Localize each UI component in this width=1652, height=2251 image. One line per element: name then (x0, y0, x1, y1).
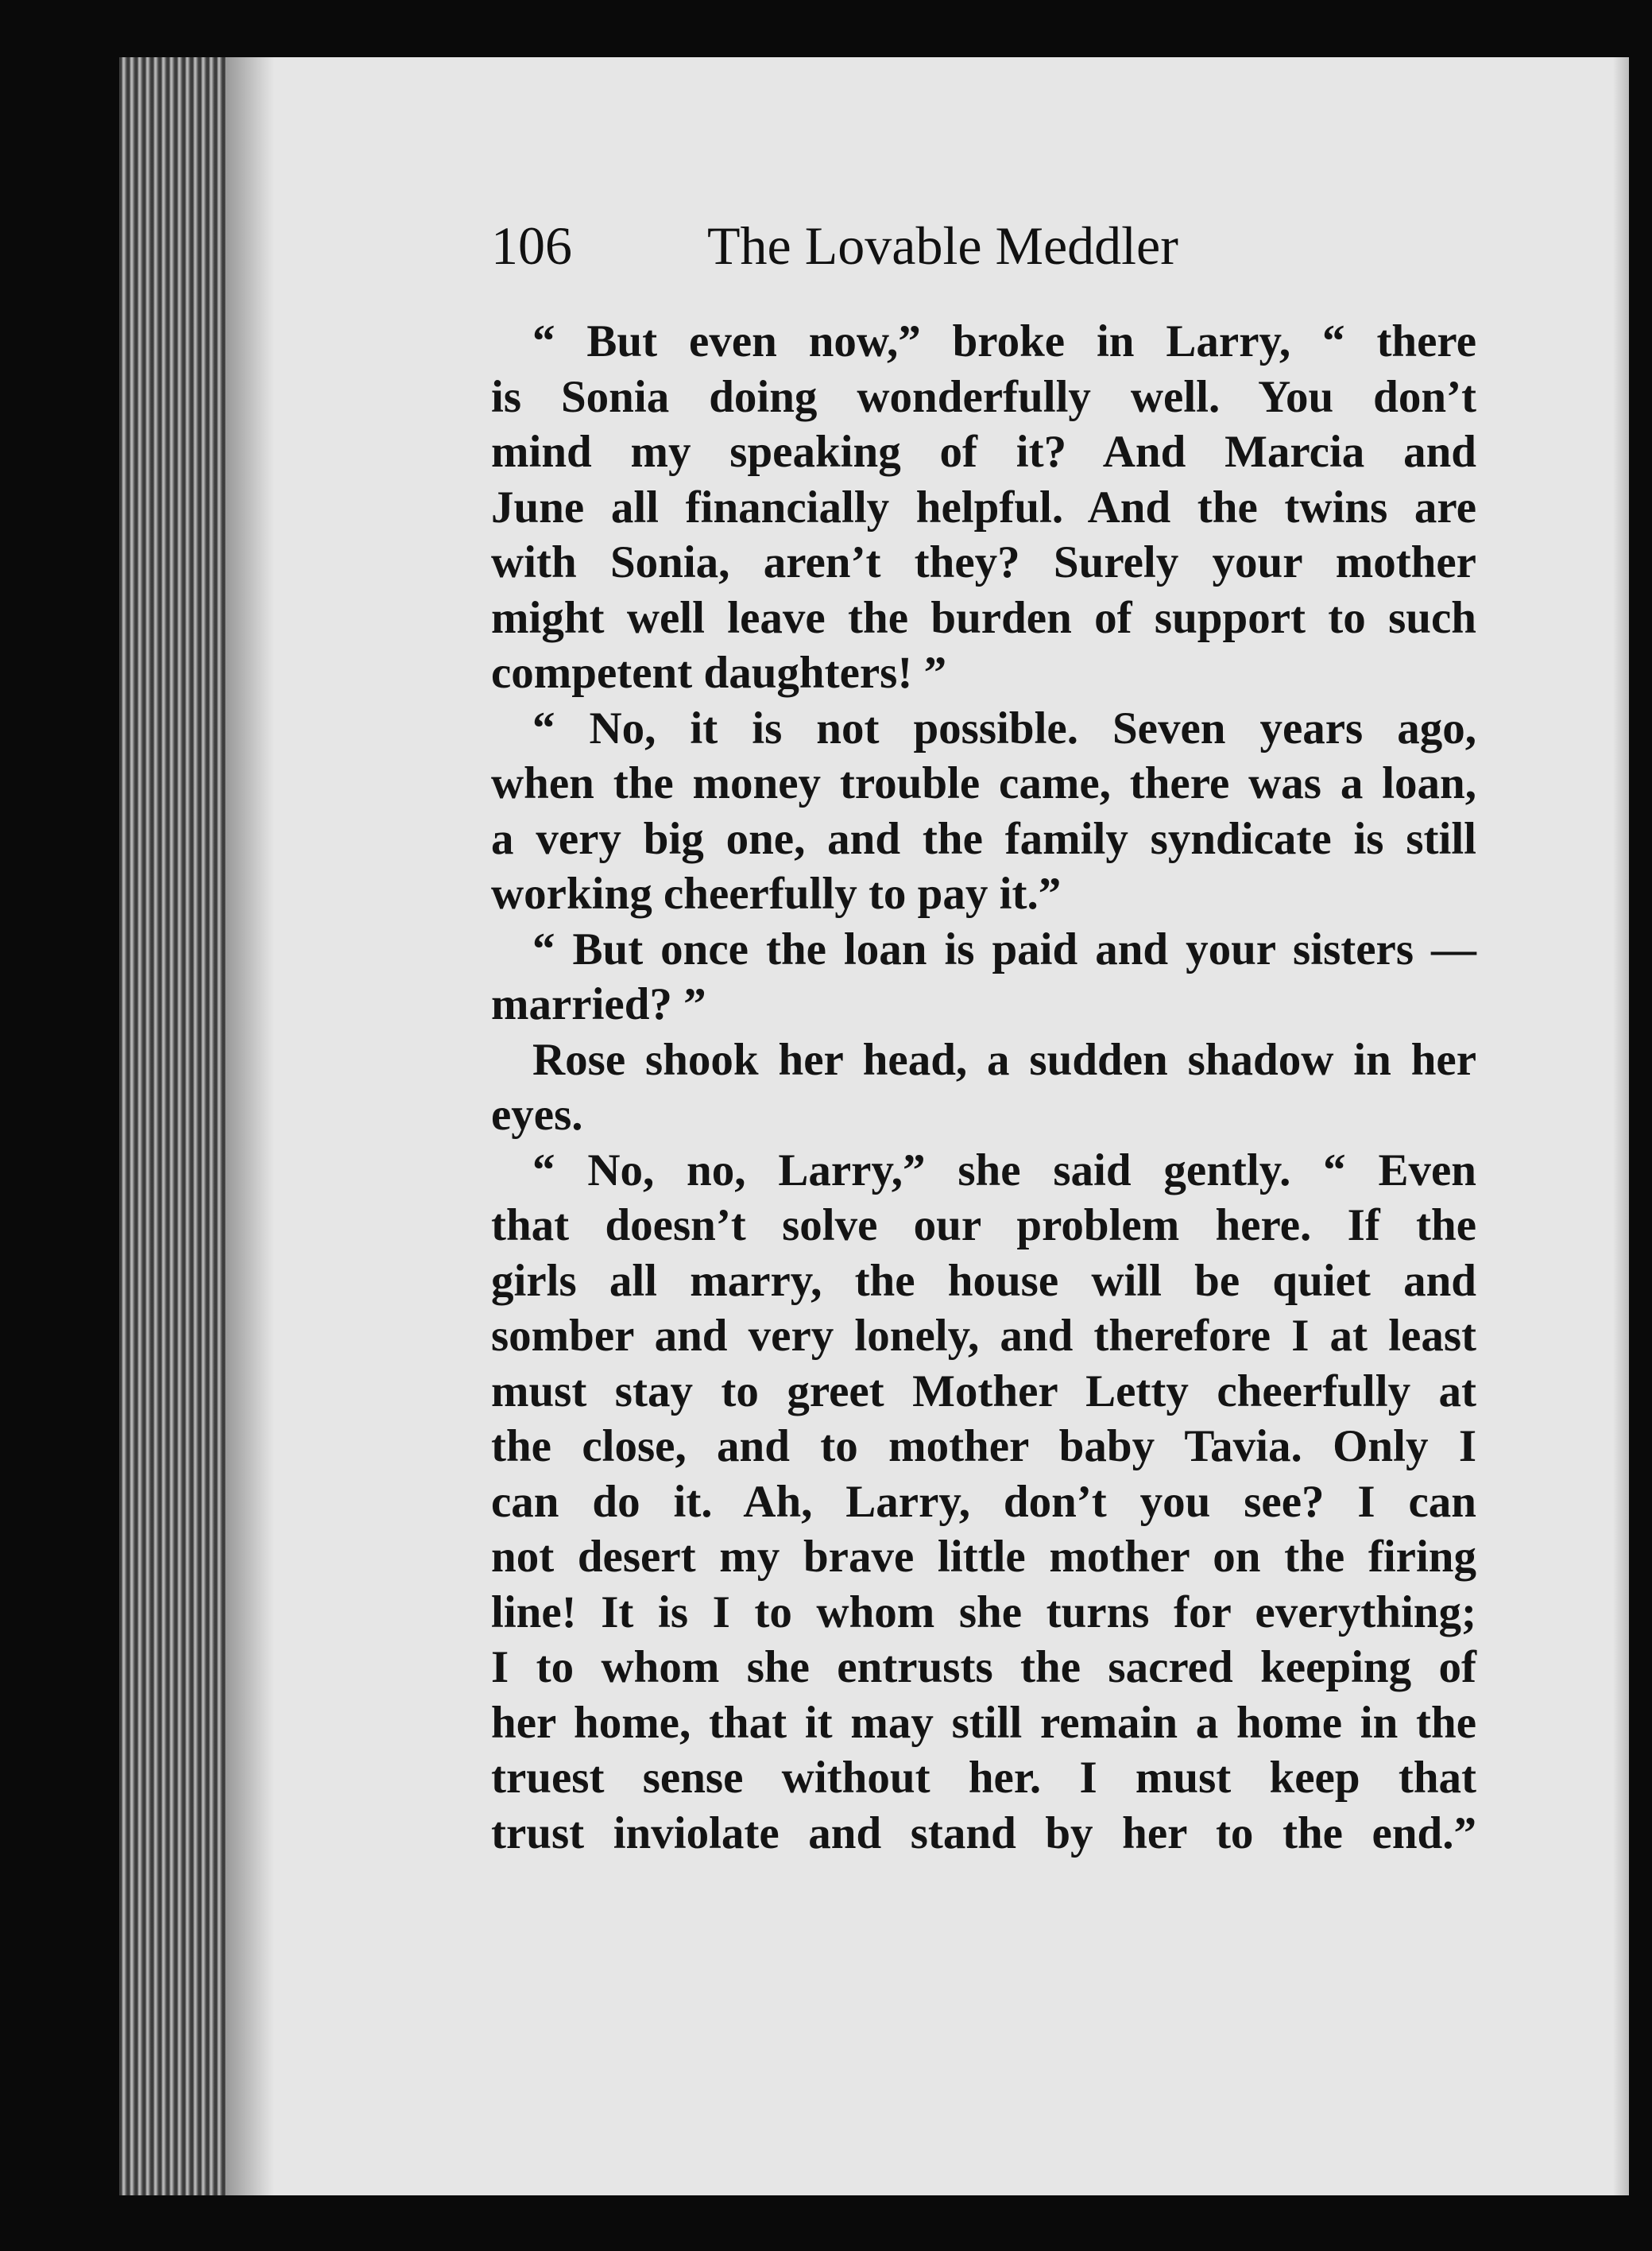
text-line: with Sonia, aren’t they? Surely your mother (491, 537, 1476, 587)
text-line: a very big one, and the family syndicate is still (491, 813, 1476, 864)
text-line: Rose shook her head, a sudden shadow in her (532, 1034, 1476, 1085)
text-line: when the money trouble came, there was a loan, (491, 758, 1476, 808)
text-line: working cheerfully to pay it.” (491, 869, 1062, 919)
text-line: the close, and to mother baby Tavia. Only I (491, 1421, 1476, 1471)
text-line: girls all marry, the house will be quiet and (491, 1255, 1476, 1306)
text-line: mind my speaking of it? And Marcia and (491, 427, 1476, 477)
page-gutter-shadow (226, 57, 274, 2195)
running-title: The Lovable Meddler (707, 215, 1178, 276)
text-line: “ No, no, Larry,” she said gently. “ Even (532, 1145, 1476, 1195)
text-line: can do it. Ah, Larry, don’t you see? I can (491, 1476, 1476, 1527)
running-header (491, 215, 1286, 286)
text-line: “ No, it is not possible. Seven years ago, (532, 703, 1476, 754)
text-line: her home, that it may still remain a home in the (491, 1697, 1476, 1748)
text-line: competent daughters! ” (491, 648, 947, 698)
text-line: “ But even now,” broke in Larry, “ there (532, 316, 1476, 366)
text-line: trust inviolate and stand by her to the end.” (491, 1807, 1476, 1858)
body-text (491, 314, 1476, 1861)
text-line: is Sonia doing wonderfully well. You don’t (491, 371, 1476, 422)
page-right-shadow (1613, 57, 1629, 2195)
text-line: “ But once the loan is paid and your sisters — (532, 924, 1476, 974)
text-line: somber and very lonely, and therefore I at least (491, 1311, 1476, 1361)
text-line: line! It is I to whom she turns for everything; (491, 1587, 1476, 1637)
text-line: I to whom she entrusts the sacred keeping of (491, 1642, 1476, 1692)
page-stack-edge (119, 57, 226, 2195)
text-line: eyes. (491, 1090, 583, 1140)
text-line: might well leave the burden of support to such (491, 592, 1476, 643)
text-line: must stay to greet Mother Letty cheerfully at (491, 1366, 1476, 1416)
text-line: not desert my brave little mother on the firing (491, 1532, 1476, 1582)
text-line: truest sense without her. I must keep that (491, 1753, 1476, 1803)
text-line: married? ” (491, 979, 706, 1029)
text-line: June all financially helpful. And the twins are (491, 482, 1476, 533)
text-line: that doesn’t solve our problem here. If the (491, 1200, 1476, 1250)
page-number: 106 (491, 215, 572, 276)
